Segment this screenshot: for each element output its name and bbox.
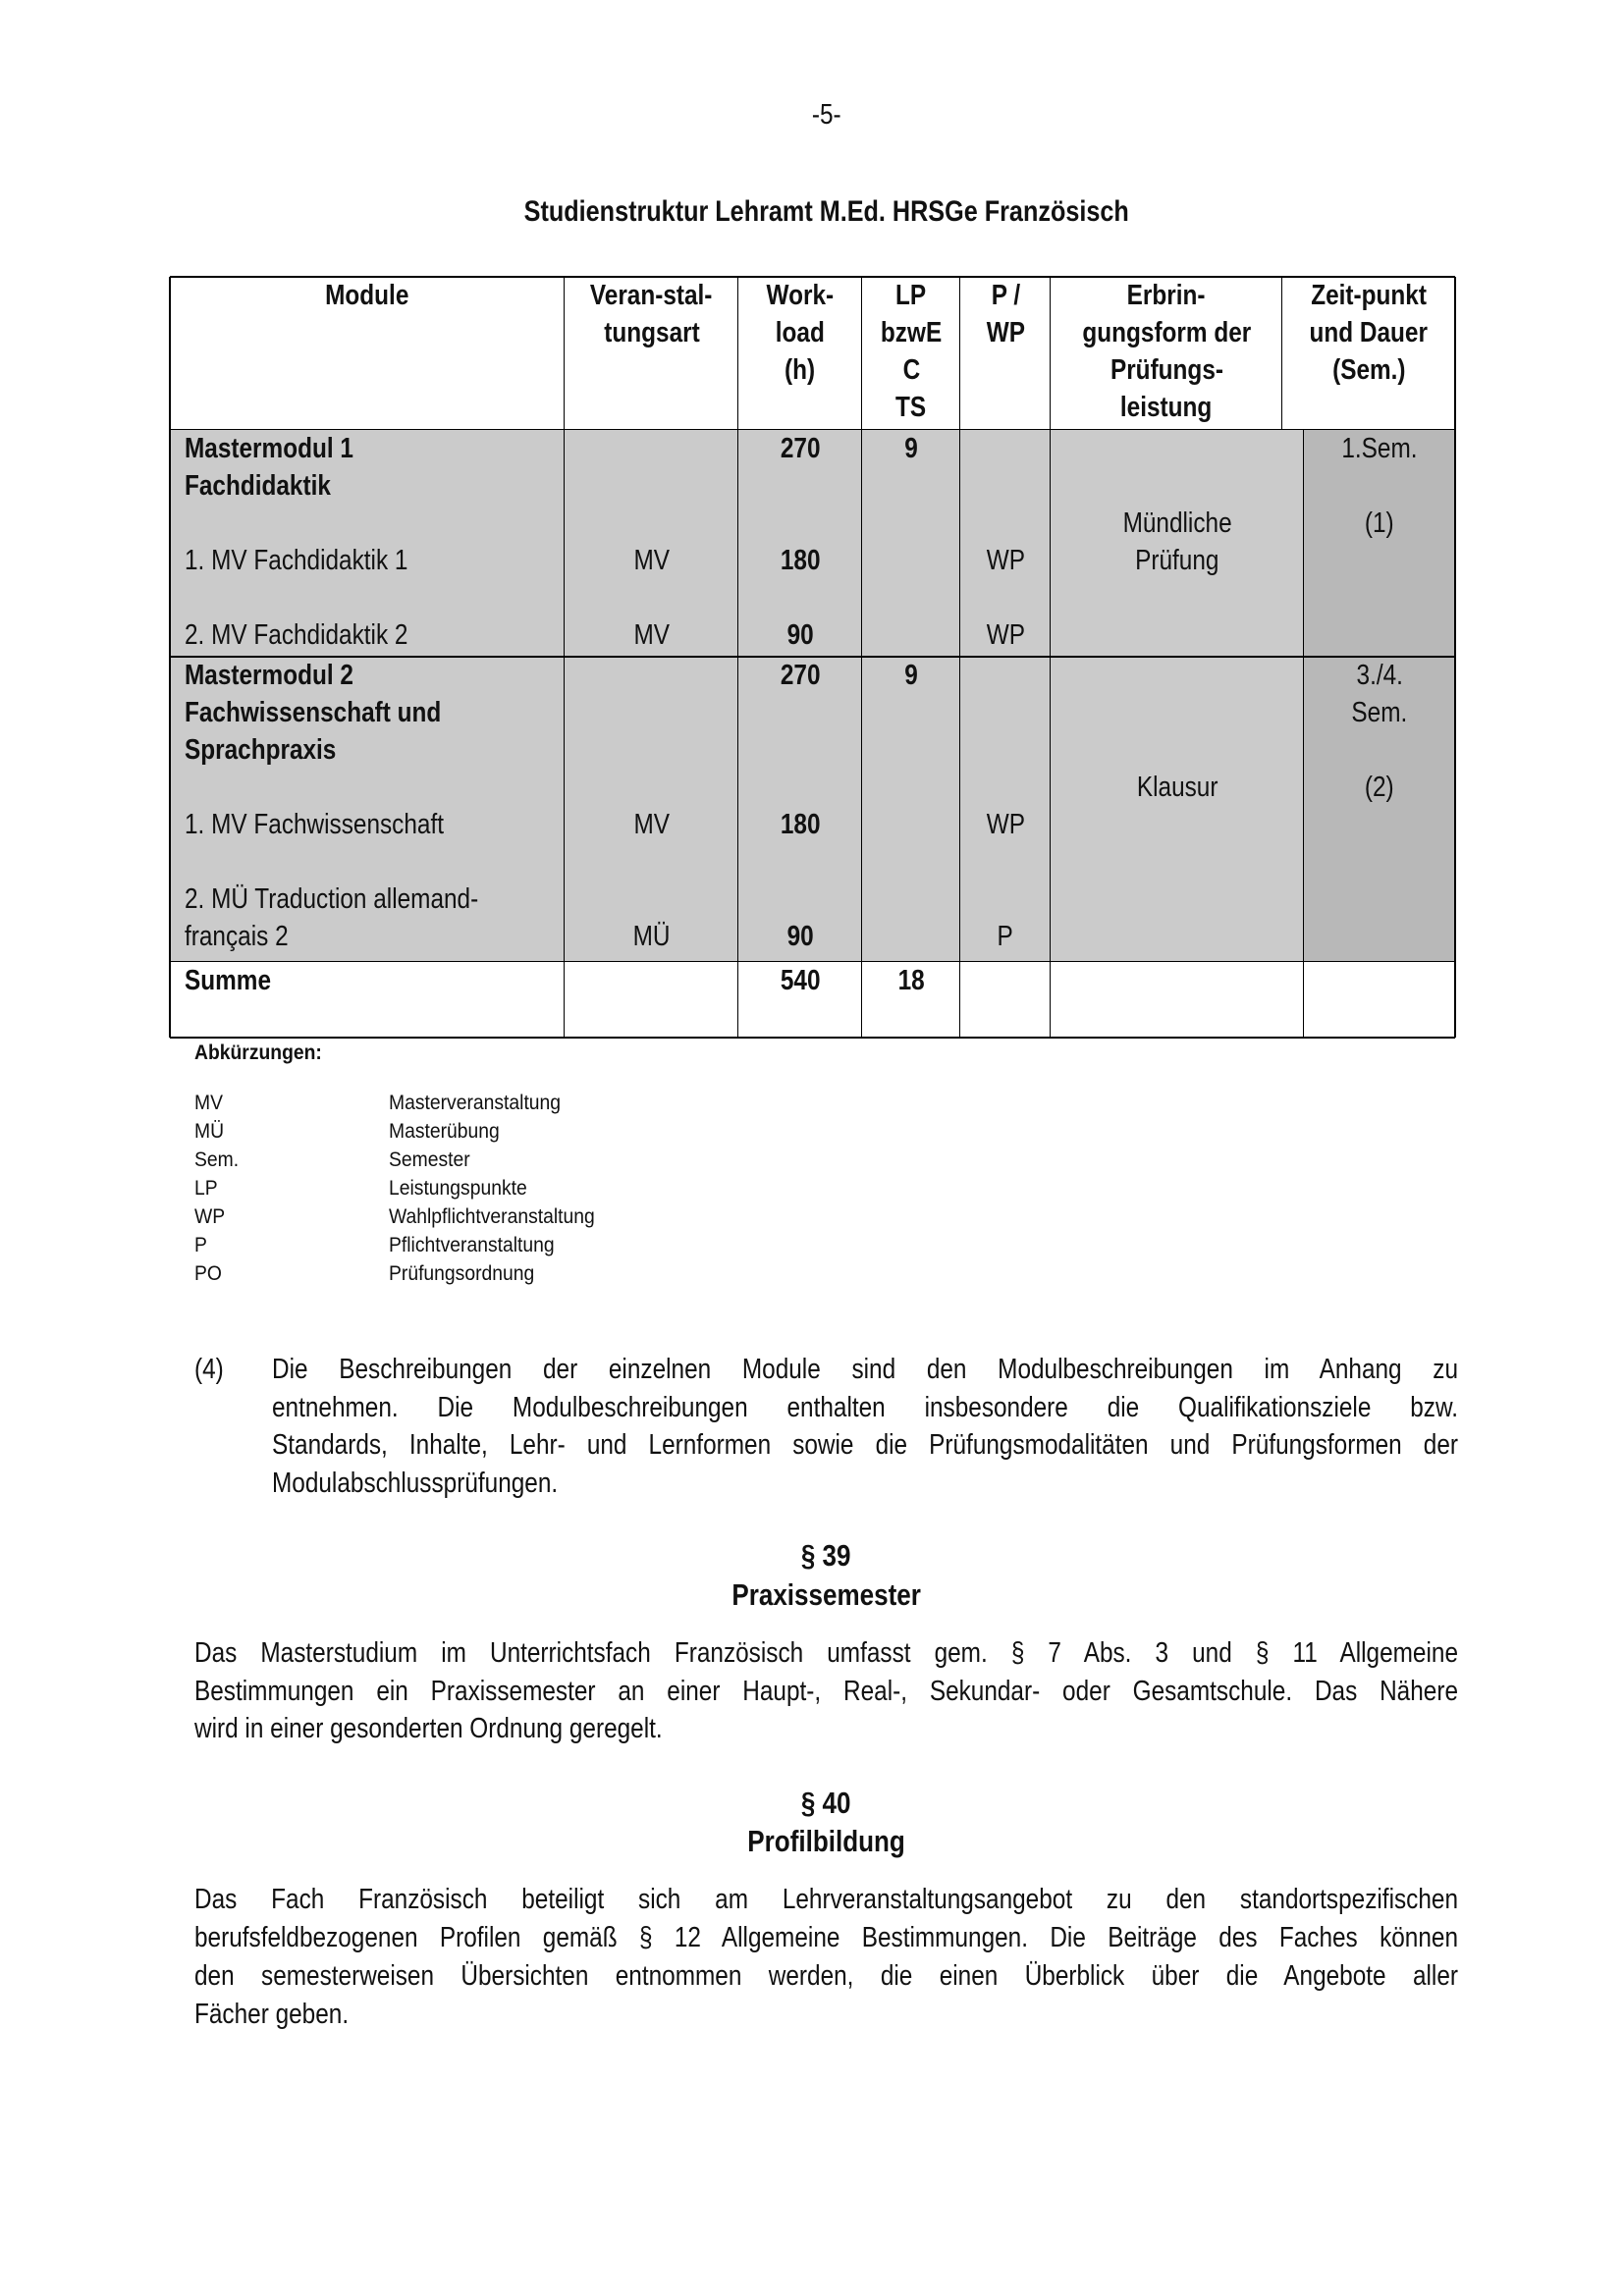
row-2-time-duration-line xyxy=(1304,731,1455,769)
row-2-workload-text: 90 xyxy=(786,921,814,952)
row-2-time-duration-text: (2) xyxy=(1365,772,1394,803)
row-2-p-wp-line xyxy=(960,918,1051,955)
table-col-border xyxy=(1281,277,1282,430)
row-2-workload-line xyxy=(738,731,862,769)
row-2-module-line xyxy=(185,694,565,731)
header-exam-form-text: Erbrin- xyxy=(1127,280,1206,311)
header-course-type-line xyxy=(565,277,738,314)
header-lp-ects xyxy=(862,277,960,430)
row-1-module-line xyxy=(185,505,565,542)
row-1-lp-ects-line xyxy=(862,430,960,467)
row-2-course-type-text: MV xyxy=(633,809,670,840)
header-course-type-line xyxy=(565,314,738,351)
row-2-lp-ects-line xyxy=(862,657,960,694)
row-1-exam-form-line xyxy=(1051,505,1304,542)
row-1-workload-line xyxy=(738,467,862,505)
section-39-title xyxy=(0,1576,1624,1614)
header-lp-ects-line xyxy=(862,314,960,351)
header-lp-ects-text: C xyxy=(902,354,920,386)
header-exam-form-text: Prüfungs- xyxy=(1110,354,1223,386)
row-2-p-wp-line xyxy=(960,731,1051,769)
row-1-exam-form xyxy=(1051,430,1304,657)
paragraph-line: Bestimmungen ein Praxissemester an einer Haupt-, Real-, Sekundar- oder Gesamtschule. Das Nähere xyxy=(194,1675,1458,1707)
row-2-course-type xyxy=(565,657,738,962)
row-2-exam-form-text: Klausur xyxy=(1136,772,1218,803)
paragraph-line: entnehmen. Die Modulbeschreibungen enthalten insbesondere die Qualifikationsziele bzw. xyxy=(272,1391,1458,1423)
abbreviation-text: Prüfungsordnung xyxy=(389,1262,535,1285)
row-2-time-duration-line xyxy=(1304,657,1455,694)
row-2-p-wp-line xyxy=(960,769,1051,806)
section-40-title-text: Profilbildung xyxy=(747,1824,905,1858)
table-col-border xyxy=(737,277,738,430)
row-2-exam-form-line xyxy=(1051,731,1304,769)
row-2-time-duration-text: 3./4. xyxy=(1356,660,1403,691)
row-3-workload-text: 540 xyxy=(780,965,821,996)
table-row-border xyxy=(170,276,1455,278)
row-2-p-wp-line xyxy=(960,806,1051,843)
row-1-exam-form-line xyxy=(1051,430,1304,467)
abbreviation-text: Leistungspunkte xyxy=(389,1177,527,1200)
row-2-module-text: 2. MÜ Traduction allemand- xyxy=(185,883,479,915)
section-40-title xyxy=(0,1823,1624,1860)
row-2-module-text: Fachwissenschaft und xyxy=(185,697,442,728)
row-3-p-wp xyxy=(960,962,1051,1038)
row-2-time-duration-line xyxy=(1304,694,1455,731)
row-1-p-wp-line xyxy=(960,616,1051,654)
abbreviation-text: Masterübung xyxy=(389,1120,500,1143)
row-3-course-type xyxy=(565,962,738,1038)
row-2-module-line xyxy=(185,657,565,694)
row-1-workload-text: 90 xyxy=(786,619,814,651)
row-1-module-line xyxy=(185,542,565,579)
table-col-border xyxy=(861,430,862,1038)
row-2-time-duration-text: Sem. xyxy=(1351,697,1408,728)
row-1-time-duration-line xyxy=(1304,430,1455,467)
row-2-course-type-line xyxy=(565,657,738,694)
row-3-workload xyxy=(738,962,862,1038)
header-exam-form-line xyxy=(1051,314,1282,351)
row-1-exam-form-text: Mündliche xyxy=(1122,507,1232,539)
row-2-module-line xyxy=(185,881,565,918)
paragraph-line: den semesterweisen Übersichten entnommen werden, die einen Überblick über die Angebote aller xyxy=(194,1960,1458,1992)
abbreviation-text: Semester xyxy=(389,1148,470,1171)
header-lp-ects-line xyxy=(862,351,960,389)
header-exam-form-text: gungsform der xyxy=(1082,317,1251,348)
header-p-wp-text: WP xyxy=(986,317,1025,348)
row-3-lp-ects-text: 18 xyxy=(897,965,925,996)
row-1-module xyxy=(170,430,565,657)
row-1-course-type-line xyxy=(565,616,738,654)
header-p-wp xyxy=(960,277,1051,430)
row-1-module-line xyxy=(185,579,565,616)
header-workload-text: Work- xyxy=(766,280,835,311)
row-1-workload-line xyxy=(738,579,862,616)
table-col-border xyxy=(564,277,565,430)
row-3-time-duration xyxy=(1304,962,1455,1038)
row-2-workload-line xyxy=(738,918,862,955)
header-time-duration-text: Zeit-punkt xyxy=(1311,280,1427,311)
row-2-course-type-line xyxy=(565,881,738,918)
table-col-border xyxy=(1050,430,1051,1038)
row-2-p-wp-line xyxy=(960,881,1051,918)
table-col-border xyxy=(1050,277,1051,430)
paragraph-line: Das Masterstudium im Unterrichtsfach Französisch umfasst gem. § 7 Abs. 3 und § 11 Allgemeine xyxy=(194,1637,1458,1669)
row-1-course-type-line xyxy=(565,467,738,505)
row-2-workload-line xyxy=(738,881,862,918)
row-2-workload-text: 270 xyxy=(780,660,821,691)
paragraph-line: Fächer geben. xyxy=(194,1999,350,2030)
abbreviation-text: Masterveranstaltung xyxy=(389,1092,562,1114)
header-lp-ects-text: LP xyxy=(895,280,927,311)
row-1-workload-text: 180 xyxy=(780,545,821,576)
row-1-module-text: Fachdidaktik xyxy=(185,470,331,502)
row-3-exam-form xyxy=(1051,962,1304,1038)
row-1-lp-ects-text: 9 xyxy=(904,433,918,464)
page-number-text: -5- xyxy=(811,99,841,131)
row-2-exam-form-line xyxy=(1051,769,1304,806)
abbreviation-abbr: LP xyxy=(194,1177,218,1200)
row-2-course-type-line xyxy=(565,918,738,955)
header-exam-form xyxy=(1051,277,1282,430)
page-title xyxy=(0,193,1624,231)
table-row-border xyxy=(170,1037,1455,1039)
row-1-exam-form-line xyxy=(1051,542,1304,579)
table-col-border xyxy=(169,277,171,430)
header-time-duration xyxy=(1282,277,1455,430)
row-2-lp-ects xyxy=(862,657,960,962)
row-3-module xyxy=(170,962,565,1038)
header-time-duration-line xyxy=(1282,314,1455,351)
row-2-exam-form-line xyxy=(1051,657,1304,694)
row-2-workload-line xyxy=(738,657,862,694)
section-39-title-text: Praxissemester xyxy=(731,1577,921,1612)
row-1-p-wp-text: WP xyxy=(986,545,1025,576)
header-p-wp-line xyxy=(960,277,1051,314)
header-lp-ects-line xyxy=(862,277,960,314)
header-lp-ects-line xyxy=(862,389,960,426)
header-time-duration-text: und Dauer xyxy=(1309,317,1429,348)
row-2-course-type-line xyxy=(565,731,738,769)
header-time-duration-text: (Sem.) xyxy=(1331,354,1406,386)
row-2-p-wp-text: P xyxy=(997,921,1014,952)
row-1-p-wp-line xyxy=(960,467,1051,505)
header-time-duration-line xyxy=(1282,351,1455,389)
row-1-module-line xyxy=(185,467,565,505)
table-col-border xyxy=(737,430,738,1038)
row-1-time-duration-text: 1.Sem. xyxy=(1341,433,1418,464)
row-2-course-type-line xyxy=(565,694,738,731)
table-col-border xyxy=(959,430,960,1038)
row-2-workload-line xyxy=(738,694,862,731)
row-2-course-type-line xyxy=(565,806,738,843)
row-1-exam-form-text: Prüfung xyxy=(1135,545,1219,576)
paragraph-line: Modulabschlussprüfungen. xyxy=(272,1467,559,1499)
row-1-course-type-line xyxy=(565,505,738,542)
header-workload-text: load xyxy=(775,317,826,348)
row-1-workload-line xyxy=(738,542,862,579)
paragraph-line: Das Fach Französisch beteiligt sich am Lehrveranstaltungsangebot zu den standortspezifischen xyxy=(194,1884,1458,1915)
row-1-time-duration-line xyxy=(1304,505,1455,542)
row-2-p-wp-line xyxy=(960,694,1051,731)
row-1-workload-line xyxy=(738,616,862,654)
row-2-workload-line xyxy=(738,806,862,843)
table-col-border xyxy=(564,430,565,1038)
row-2-p-wp-line xyxy=(960,843,1051,881)
row-1-course-type-text: MV xyxy=(633,545,670,576)
section-40-number xyxy=(0,1785,1624,1822)
abbreviation-abbr: Sem. xyxy=(194,1148,240,1171)
table-col-border xyxy=(1303,430,1304,1038)
section-39-number xyxy=(0,1537,1624,1575)
abbreviation-text: Pflichtveranstaltung xyxy=(389,1234,555,1256)
row-2-lp-ects-text: 9 xyxy=(904,660,918,691)
abbreviation-text: Wahlpflichtveranstaltung xyxy=(389,1205,595,1228)
header-module xyxy=(170,277,565,430)
row-1-time-duration xyxy=(1304,430,1455,657)
row-2-workload-text: 180 xyxy=(780,809,821,840)
page-number xyxy=(0,96,1624,133)
section-39-number-text: § 39 xyxy=(801,1538,851,1573)
header-exam-form-line xyxy=(1051,351,1282,389)
row-1-course-type-text: MV xyxy=(633,619,670,651)
header-exam-form-line xyxy=(1051,277,1282,314)
paragraph-line: Die Beschreibungen der einzelnen Module sind den Modulbeschreibungen im Anhang zu xyxy=(272,1354,1458,1385)
row-1-course-type xyxy=(565,430,738,657)
row-2-module-text: français 2 xyxy=(185,921,289,952)
header-course-type xyxy=(565,277,738,430)
table-col-border xyxy=(169,430,171,1038)
paragraph-number xyxy=(194,1351,229,1388)
paragraph-line: wird in einer gesonderten Ordnung geregelt. xyxy=(194,1713,663,1744)
header-course-type-text: Veran-stal- xyxy=(590,280,713,311)
row-1-workload-text: 270 xyxy=(780,433,821,464)
header-time-duration-line xyxy=(1282,277,1455,314)
row-2-module-line xyxy=(185,843,565,881)
row-2-module-text: Mastermodul 2 xyxy=(185,660,353,691)
row-2-p-wp-text: WP xyxy=(986,809,1025,840)
section-40-number-text: § 40 xyxy=(801,1786,851,1820)
row-2-module xyxy=(170,657,565,962)
abbreviation-abbr: MV xyxy=(194,1092,223,1114)
header-module-line xyxy=(170,277,565,314)
row-2-module-text: Sprachpraxis xyxy=(185,734,337,766)
header-workload-line xyxy=(738,277,862,314)
header-p-wp-line xyxy=(960,314,1051,351)
row-2-p-wp-line xyxy=(960,657,1051,694)
table-col-border xyxy=(1454,277,1456,430)
paragraph-line: Standards, Inhalte, Lehr- und Lernformen sowie die Prüfungsmodalitäten und Prüfungsformen der xyxy=(272,1429,1458,1461)
row-2-time-duration xyxy=(1304,657,1455,962)
row-2-workload xyxy=(738,657,862,962)
row-1-p-wp-line xyxy=(960,430,1051,467)
row-2-workload-line xyxy=(738,769,862,806)
row-1-module-text: 1. MV Fachdidaktik 1 xyxy=(185,545,408,576)
row-3-lp-ects xyxy=(862,962,960,1038)
table-row-border xyxy=(170,961,1455,962)
abbreviation-abbr: MÜ xyxy=(194,1120,225,1143)
row-1-workload-line xyxy=(738,505,862,542)
table-row-border xyxy=(170,656,1455,658)
row-2-p-wp xyxy=(960,657,1051,962)
row-2-course-type-line xyxy=(565,843,738,881)
header-course-type-text: tungsart xyxy=(603,317,700,348)
row-3-module-line xyxy=(185,962,565,999)
page-title-text: Studienstruktur Lehramt M.Ed. HRSGe Französisch xyxy=(523,195,1129,228)
abbreviation-abbr: P xyxy=(194,1234,207,1256)
row-2-exam-form xyxy=(1051,657,1304,962)
row-1-p-wp-text: WP xyxy=(986,619,1025,651)
row-1-workload-line xyxy=(738,430,862,467)
header-lp-ects-text: TS xyxy=(895,392,927,423)
row-1-module-line xyxy=(185,616,565,654)
header-workload xyxy=(738,277,862,430)
row-2-time-duration-line xyxy=(1304,769,1455,806)
row-2-course-type-line xyxy=(565,769,738,806)
row-1-time-duration-text: (1) xyxy=(1365,507,1394,539)
row-1-p-wp-line xyxy=(960,505,1051,542)
row-2-module-line xyxy=(185,731,565,769)
table-col-border xyxy=(959,277,960,430)
row-2-exam-form-line xyxy=(1051,694,1304,731)
row-2-course-type-text: MÜ xyxy=(632,921,671,952)
header-exam-form-text: leistung xyxy=(1120,392,1213,423)
header-module-text: Module xyxy=(325,280,409,311)
header-workload-line xyxy=(738,314,862,351)
row-1-workload xyxy=(738,430,862,657)
table-col-border xyxy=(861,277,862,430)
row-2-module-text: 1. MV Fachwissenschaft xyxy=(185,809,445,840)
row-2-workload-line xyxy=(738,843,862,881)
header-lp-ects-text: bzwE xyxy=(880,317,943,348)
row-1-exam-form-line xyxy=(1051,467,1304,505)
table-col-border xyxy=(1454,430,1456,1038)
header-p-wp-text: P / xyxy=(991,280,1020,311)
table-row-border xyxy=(170,429,1455,430)
row-1-course-type-line xyxy=(565,430,738,467)
abbreviation-abbr: WP xyxy=(194,1205,226,1228)
paragraph-number-text: (4) xyxy=(194,1354,224,1385)
paragraph-line: berufsfeldbezogenen Profilen gemäß § 12 Allgemeine Bestimmungen. Die Beiträge des Faches können xyxy=(194,1922,1458,1953)
row-1-course-type-line xyxy=(565,579,738,616)
row-1-p-wp-line xyxy=(960,542,1051,579)
abbreviations-heading: Abkürzungen: xyxy=(194,1041,322,1064)
row-3-workload-line xyxy=(738,962,862,999)
row-1-p-wp-line xyxy=(960,579,1051,616)
row-3-lp-ects-line xyxy=(862,962,960,999)
header-workload-text: (h) xyxy=(785,354,816,386)
row-2-module-line xyxy=(185,769,565,806)
row-2-module-line xyxy=(185,918,565,955)
row-1-module-text: Mastermodul 1 xyxy=(185,433,353,464)
header-workload-line xyxy=(738,351,862,389)
row-2-module-line xyxy=(185,806,565,843)
header-exam-form-line xyxy=(1051,389,1282,426)
row-3-module-text: Summe xyxy=(185,965,272,996)
row-1-module-line xyxy=(185,430,565,467)
row-1-p-wp xyxy=(960,430,1051,657)
row-1-module-text: 2. MV Fachdidaktik 2 xyxy=(185,619,408,651)
row-1-course-type-line xyxy=(565,542,738,579)
abbreviation-abbr: PO xyxy=(194,1262,222,1285)
row-1-lp-ects xyxy=(862,430,960,657)
row-1-time-duration-line xyxy=(1304,467,1455,505)
